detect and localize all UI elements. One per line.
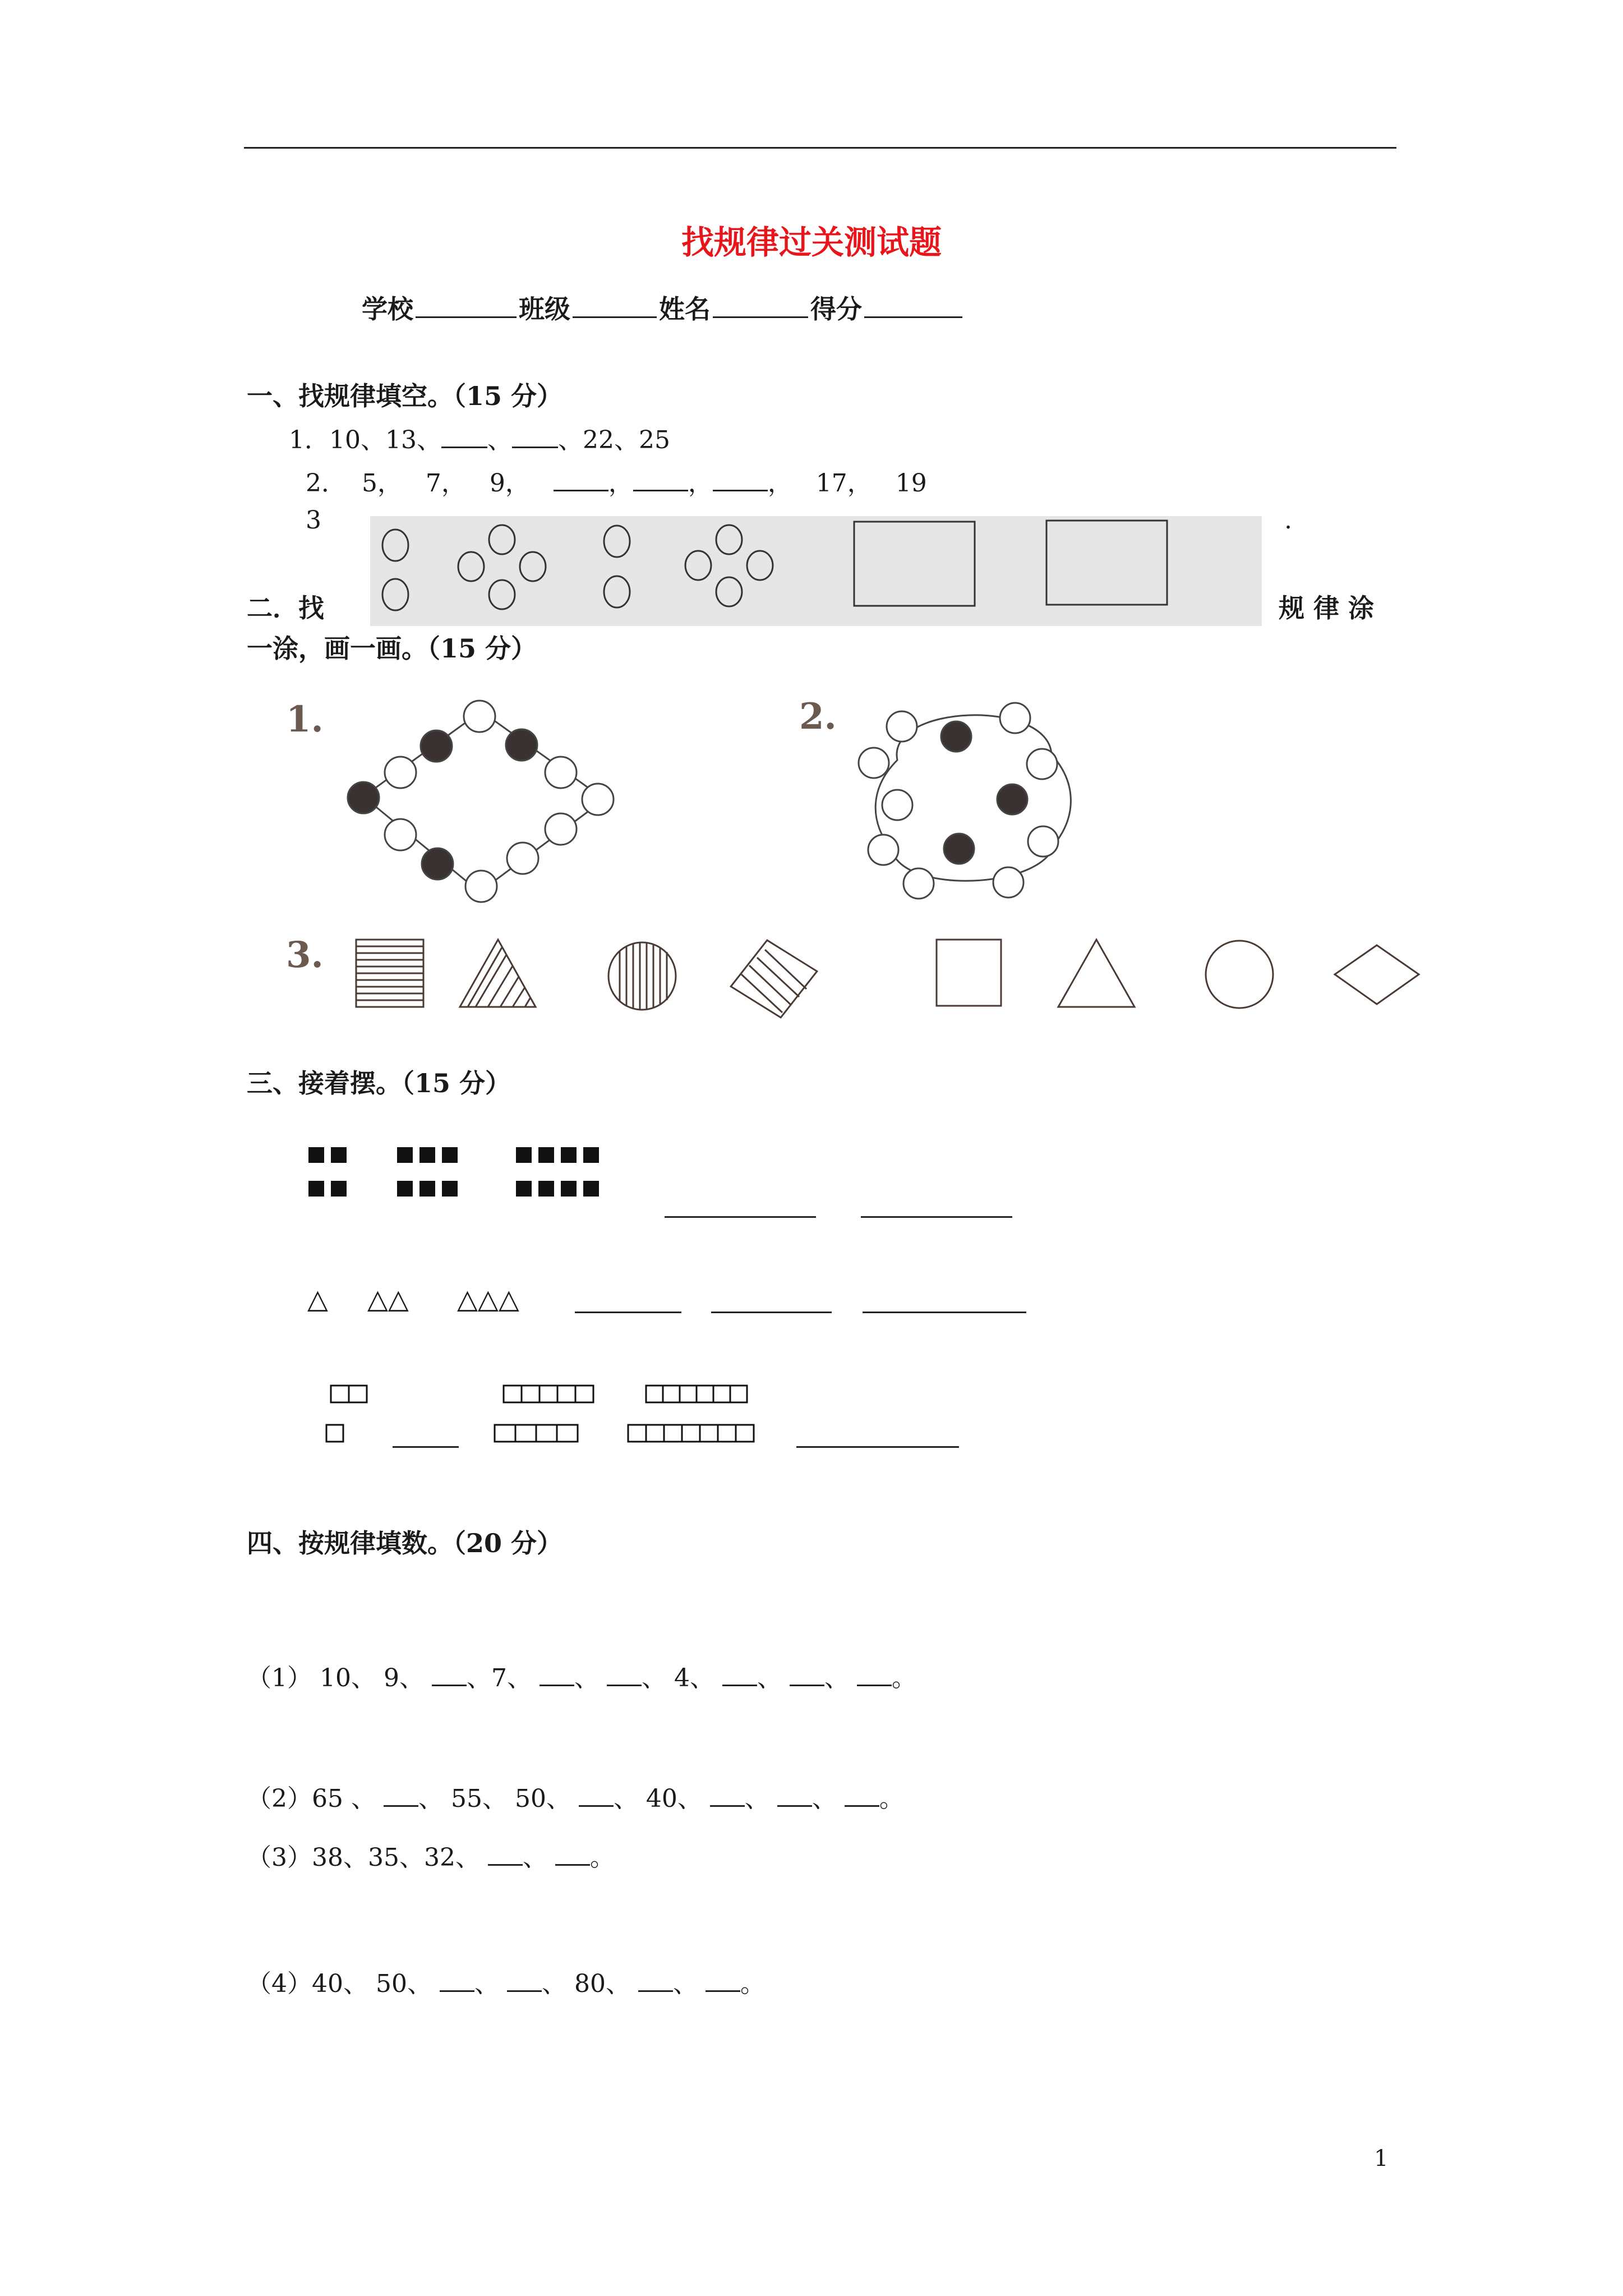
pattern-circle bbox=[520, 552, 546, 581]
bead-empty[interactable] bbox=[507, 843, 538, 874]
section3-answer-line[interactable] bbox=[711, 1312, 832, 1313]
bead-empty[interactable] bbox=[545, 813, 577, 845]
answer-box[interactable] bbox=[854, 522, 975, 606]
black-square bbox=[442, 1181, 458, 1197]
outline-square bbox=[663, 1386, 680, 1402]
outline-square bbox=[697, 1386, 713, 1402]
school-blank[interactable] bbox=[416, 292, 517, 318]
bead-filled bbox=[421, 730, 452, 762]
fill-blank[interactable] bbox=[432, 1662, 467, 1686]
score-label: 得分 bbox=[810, 294, 862, 324]
outline-square bbox=[557, 1386, 575, 1402]
pattern-circle bbox=[489, 580, 515, 609]
black-square bbox=[538, 1181, 554, 1197]
bead-empty[interactable] bbox=[868, 835, 898, 865]
fill-blank[interactable] bbox=[555, 1842, 590, 1866]
black-square bbox=[397, 1147, 413, 1163]
name-blank[interactable] bbox=[713, 292, 808, 318]
fill-blank[interactable] bbox=[790, 1662, 824, 1686]
fill-blank[interactable] bbox=[706, 1968, 740, 1992]
outline-square bbox=[575, 1386, 593, 1402]
bead-empty[interactable] bbox=[582, 784, 614, 815]
black-square bbox=[583, 1181, 599, 1197]
outline-square bbox=[646, 1386, 663, 1402]
fill-blank[interactable] bbox=[540, 1662, 574, 1686]
outline-square bbox=[515, 1425, 536, 1442]
bead-empty[interactable] bbox=[1028, 826, 1058, 857]
outline-square bbox=[628, 1425, 646, 1442]
outline-square bbox=[713, 1386, 730, 1402]
fill-blank[interactable] bbox=[384, 1783, 418, 1807]
striped-square-shape bbox=[356, 940, 423, 1007]
pattern-circle bbox=[716, 577, 742, 606]
section2-heading-right: 规 律 涂 bbox=[1279, 593, 1375, 623]
q2-blank-3[interactable] bbox=[713, 467, 768, 491]
outline-square bbox=[536, 1425, 557, 1442]
bead-empty bbox=[545, 757, 577, 788]
black-square bbox=[583, 1147, 599, 1163]
outline-square bbox=[700, 1425, 718, 1442]
fill-blank[interactable] bbox=[638, 1968, 673, 1992]
outline-square bbox=[504, 1386, 522, 1402]
black-square bbox=[538, 1147, 554, 1163]
bead-flower-figure bbox=[852, 687, 1088, 906]
pattern-circle bbox=[604, 576, 630, 608]
header-rule bbox=[244, 147, 1396, 149]
outline-square bbox=[682, 1425, 700, 1442]
figure2-label: 2. bbox=[799, 696, 837, 738]
bead-empty[interactable] bbox=[882, 790, 912, 820]
black-square bbox=[516, 1147, 532, 1163]
black-square bbox=[561, 1147, 577, 1163]
class-label: 班级 bbox=[519, 294, 570, 324]
black-square bbox=[331, 1147, 347, 1163]
section4-heading: 四、按规律填数。（20 分） bbox=[247, 1528, 563, 1558]
outline-square bbox=[664, 1425, 682, 1442]
fill-blank[interactable] bbox=[845, 1783, 879, 1807]
triangle-shape[interactable] bbox=[1058, 940, 1135, 1007]
outline-square bbox=[495, 1425, 515, 1442]
black-square bbox=[397, 1181, 413, 1197]
pattern-circle bbox=[382, 579, 408, 610]
outline-square bbox=[540, 1386, 557, 1402]
fill-blank[interactable] bbox=[579, 1783, 614, 1807]
black-square bbox=[331, 1181, 347, 1197]
student-info-line bbox=[362, 289, 965, 326]
section1-heading: 一、找规律填空。（15 分） bbox=[247, 381, 563, 411]
fill-blank[interactable] bbox=[777, 1783, 812, 1807]
striped-circle-shape bbox=[608, 942, 676, 1010]
black-square bbox=[561, 1181, 577, 1197]
section3-answer-line[interactable] bbox=[665, 1216, 816, 1218]
outline-square bbox=[326, 1425, 343, 1442]
bead-filled bbox=[422, 848, 453, 880]
black-square bbox=[308, 1147, 324, 1163]
bead-empty[interactable] bbox=[859, 748, 889, 778]
answer-box[interactable] bbox=[1046, 521, 1167, 605]
pattern-circle bbox=[458, 552, 484, 581]
section3-answer-line[interactable] bbox=[575, 1312, 681, 1313]
section4-question2: （2）65 、 、 55、 50、 、 40、 、 、 。 bbox=[247, 1778, 904, 1814]
outline-square bbox=[736, 1425, 754, 1442]
q2-blank-2[interactable] bbox=[633, 467, 688, 491]
bead-filled bbox=[506, 729, 537, 761]
bead-empty bbox=[385, 757, 416, 788]
bead-filled bbox=[944, 834, 974, 864]
section3-answer-line[interactable] bbox=[861, 1216, 1012, 1218]
square-shape[interactable] bbox=[937, 940, 1001, 1006]
triangle-group-3: △△△ bbox=[457, 1283, 519, 1315]
bead-empty[interactable] bbox=[465, 871, 497, 902]
bead-empty[interactable] bbox=[887, 711, 917, 742]
name-label: 姓名 bbox=[659, 294, 711, 324]
bead-diamond-figure bbox=[336, 696, 628, 909]
section4-question3: （3）38、35、32、 、 。 bbox=[247, 1837, 615, 1873]
diamond-shape[interactable] bbox=[1335, 945, 1419, 1004]
class-blank[interactable] bbox=[573, 292, 657, 318]
striped-diamond-shape bbox=[724, 933, 824, 1025]
circle-shape[interactable] bbox=[1206, 941, 1273, 1008]
section3-answer-line[interactable] bbox=[796, 1446, 959, 1448]
figure1-label: 1. bbox=[286, 698, 324, 740]
outline-square bbox=[331, 1386, 349, 1402]
bead-empty bbox=[464, 701, 495, 732]
shape-pattern-figure bbox=[348, 923, 1469, 1018]
pattern-circle bbox=[604, 526, 630, 557]
bead-filled bbox=[348, 782, 379, 813]
q1-blank-1[interactable] bbox=[441, 424, 487, 448]
section3-heading: 三、接着摆。（15 分） bbox=[247, 1068, 511, 1098]
outline-square-pattern bbox=[325, 1383, 774, 1444]
fill-blank[interactable] bbox=[440, 1968, 474, 1992]
section4-question4: （4）40、 50、 、 、 80、 、 。 bbox=[247, 1963, 765, 1999]
fill-blank[interactable] bbox=[507, 1968, 542, 1992]
fill-blank[interactable] bbox=[488, 1842, 523, 1866]
pattern-circle bbox=[716, 525, 742, 554]
outline-square bbox=[730, 1386, 747, 1402]
black-square bbox=[419, 1147, 435, 1163]
pattern-circle bbox=[489, 525, 515, 554]
page-title: 找规律过关测试题 bbox=[681, 223, 942, 261]
fill-blank[interactable] bbox=[710, 1783, 745, 1807]
bead-empty[interactable] bbox=[1027, 749, 1057, 779]
section1-question1: 1．10、13、 、 、22、25 bbox=[289, 420, 670, 455]
q2-blank-1[interactable] bbox=[554, 467, 608, 491]
section3-answer-line[interactable] bbox=[863, 1312, 1026, 1313]
fill-blank[interactable] bbox=[607, 1662, 642, 1686]
section1-question3-number: 3 bbox=[306, 506, 321, 535]
circle-pattern-figure bbox=[370, 516, 1262, 626]
school-label: 学校 bbox=[362, 294, 413, 324]
section2-heading-left: 二．找 bbox=[247, 593, 324, 623]
outline-square bbox=[349, 1386, 367, 1402]
outline-square bbox=[718, 1425, 736, 1442]
bead-empty[interactable] bbox=[385, 819, 416, 850]
black-square-pattern bbox=[308, 1144, 645, 1206]
fill-blank[interactable] bbox=[857, 1662, 892, 1686]
pattern-circle bbox=[685, 551, 711, 580]
bead-empty[interactable] bbox=[1000, 703, 1030, 733]
bead-empty[interactable] bbox=[903, 868, 934, 899]
black-square bbox=[308, 1181, 324, 1197]
section3-answer-line[interactable] bbox=[393, 1446, 459, 1448]
triangle-group-1: △ bbox=[307, 1283, 328, 1315]
section1-question3-end: . bbox=[1284, 506, 1292, 535]
section1-question2: 2． 5， 7， 9， ， ， ， 17， 19 bbox=[306, 463, 927, 499]
striped-triangle-shape bbox=[460, 940, 536, 1007]
pattern-circle bbox=[382, 530, 408, 561]
outline-square bbox=[522, 1386, 540, 1402]
score-blank[interactable] bbox=[864, 292, 962, 318]
outline-square bbox=[680, 1386, 697, 1402]
bead-empty[interactable] bbox=[993, 867, 1023, 898]
q1-blank-2[interactable] bbox=[512, 424, 558, 448]
fill-blank[interactable] bbox=[722, 1662, 757, 1686]
black-square bbox=[442, 1147, 458, 1163]
outline-square bbox=[646, 1425, 664, 1442]
section2-heading-line2: 一涂，画一画。（15 分） bbox=[247, 633, 537, 664]
black-square bbox=[419, 1181, 435, 1197]
figure3-label: 3. bbox=[286, 934, 324, 976]
bead-filled bbox=[997, 784, 1027, 815]
outline-square bbox=[557, 1425, 578, 1442]
pattern-circle bbox=[747, 551, 773, 580]
page-number: 1 bbox=[1374, 2146, 1389, 2171]
section4-question1: （1） 10、 9、 、7、 、 、 4、 、 、 。 bbox=[247, 1658, 916, 1694]
bead-filled bbox=[941, 721, 971, 752]
triangle-group-2: △△ bbox=[367, 1283, 409, 1315]
black-square bbox=[516, 1181, 532, 1197]
